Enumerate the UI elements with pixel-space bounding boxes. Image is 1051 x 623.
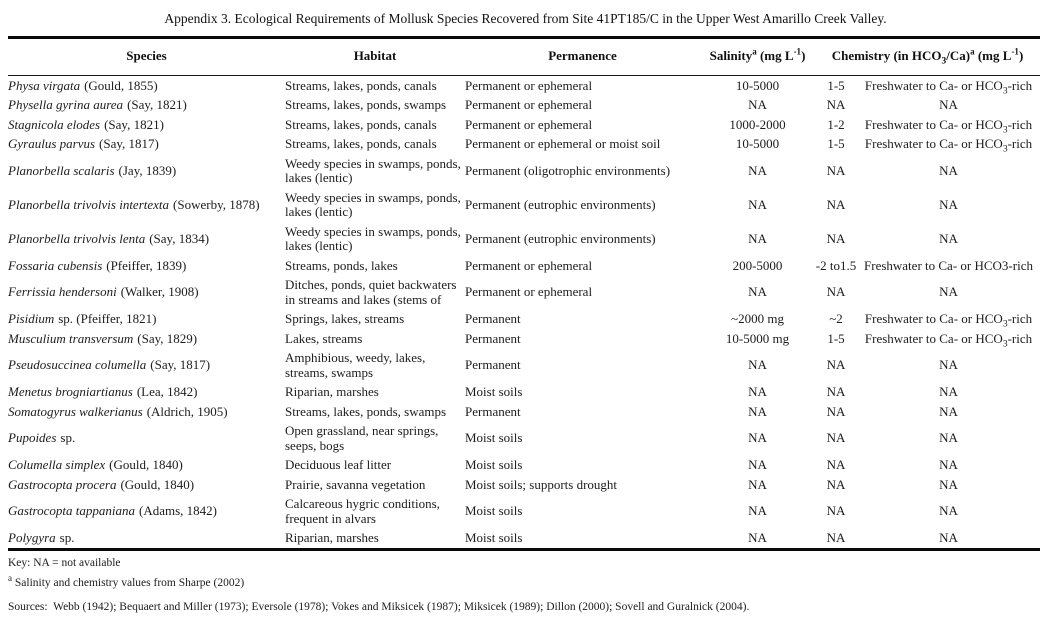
habitat-cell: Riparian, marshes: [285, 530, 379, 545]
species-name: Stagnicola elodes: [8, 116, 101, 132]
salinity-cell: 10-5000: [735, 77, 780, 93]
table-row: [8, 256, 1040, 276]
ecology-table: [8, 36, 1040, 551]
chemistry-description-cell: NA: [939, 384, 958, 399]
chemistry-description-cell: Freshwater to Ca- or $HCO_3$-rich: [864, 116, 1033, 136]
table-row: [8, 276, 1040, 310]
chemistry-value-cell: NA: [826, 196, 846, 212]
species-cell: [8, 529, 285, 550]
salinity-cell: NA: [748, 230, 767, 246]
species-authority: (Say, 1817): [150, 357, 211, 373]
header-row: [8, 38, 1040, 76]
species-cell: [8, 329, 285, 349]
header-species: Species: [8, 38, 285, 76]
permanence-cell: Moist soils: [465, 457, 523, 472]
footnote-key: Key: NA = not available: [8, 557, 121, 569]
species-name: Musculium transversum: [8, 330, 134, 346]
chemistry-value-cell: NA: [826, 403, 846, 419]
salinity-cell: ~2000 mg: [731, 311, 784, 326]
salinity-cell: 1000-2000: [729, 116, 786, 132]
permanence-cell: Permanent: [465, 357, 521, 373]
chemistry-value-cell: NA: [826, 384, 846, 399]
chemistry-description-cell: NA: [939, 284, 958, 300]
table-row: [8, 188, 1040, 222]
species-name: Pupoides: [8, 430, 57, 446]
header-permanence: Permanence: [465, 38, 700, 76]
chemistry-description-cell: NA: [939, 357, 958, 373]
footnote-text: Salinity and chemistry values from Sharpe (2002): [12, 577, 245, 589]
species-cell: [8, 154, 285, 188]
species-cell: [8, 310, 285, 330]
chemistry-value-cell: 1-5: [827, 330, 845, 346]
chemistry-value-cell: NA: [826, 162, 846, 178]
habitat-cell: Riparian, marshes: [285, 384, 379, 399]
chemistry-description-cell: NA: [939, 230, 958, 246]
chemistry-value-cell: NA: [826, 503, 846, 519]
chemistry-value-cell: NA: [826, 457, 846, 472]
chemistry-description-cell: Freshwater to Ca- or $HCO_3$-rich: [864, 77, 1033, 97]
species-cell: [8, 383, 285, 403]
species-cell: [8, 276, 285, 310]
habitat-cell: Streams, lakes, ponds, canals: [285, 136, 437, 151]
species-name: Gyraulus parvus: [8, 136, 96, 151]
species-name: Planorbella scalaris: [8, 162, 115, 178]
footnote-sources: Sources: Webb (1942); Bequaert and Miller (1973); Eversole (1978); Vokes and Miksicek (1987); Miksicek (1989); Dillon (2000); Sovell and Guralnick (2004).: [8, 601, 750, 613]
table-row: [8, 329, 1040, 349]
permanence-cell: Permanent or ephemeral: [465, 257, 593, 273]
salinity-cell: NA: [748, 476, 767, 492]
species-authority: (Walker, 1908): [120, 284, 199, 300]
table-row: [8, 383, 1040, 403]
species-cell: [8, 76, 285, 96]
species-name: Polygyra: [8, 530, 56, 545]
species-authority: sp.: [59, 530, 75, 545]
species-authority: (Gould, 1840): [109, 457, 183, 472]
habitat-cell: Streams, lakes, ponds, swamps: [285, 403, 447, 419]
species-name: Physella gyrina aurea: [8, 97, 124, 112]
salinity-cell: NA: [748, 97, 767, 112]
habitat-cell: Open grassland, near springs, seeps, bogs: [285, 423, 439, 453]
permanence-cell: Permanent: [465, 403, 521, 419]
chemistry-value-cell: ~2: [829, 311, 843, 326]
species-cell: [8, 456, 285, 476]
habitat-cell: Streams, lakes, ponds, canals: [285, 116, 437, 132]
permanence-cell: Moist soils; supports drought: [465, 476, 618, 492]
habitat-cell: Weedy species in swamps, ponds, lakes (lentic): [285, 155, 461, 185]
species-cell: [8, 422, 285, 456]
header-salinity: Salinity$^a$ (mg $L^{-1}$): [700, 38, 815, 76]
chemistry-description-cell: NA: [939, 196, 958, 212]
salinity-cell: NA: [748, 384, 767, 399]
species-cell: [8, 188, 285, 222]
permanence-cell: Permanent or ephemeral: [465, 77, 593, 93]
species-authority: (Say, 1817): [99, 136, 159, 151]
header-habitat: Habitat: [285, 38, 465, 76]
table-header: [8, 38, 1040, 76]
species-cell: [8, 115, 285, 135]
species-name: Planorbella trivolvis intertexta: [8, 196, 170, 212]
species-authority: (Pfeiffer, 1839): [106, 257, 187, 273]
chemistry-description-cell: NA: [939, 430, 958, 446]
species-cell: [8, 256, 285, 276]
salinity-cell: NA: [748, 503, 767, 519]
permanence-cell: Moist soils: [465, 530, 523, 545]
species-authority: sp. (Pfeiffer, 1821): [58, 311, 157, 326]
chemistry-description-cell: Freshwater to Ca- or $HCO_3$-rich: [864, 330, 1033, 350]
habitat-cell: Prairie, savanna vegetation: [285, 476, 426, 492]
chemistry-description-cell: NA: [939, 97, 958, 112]
permanence-cell: Moist soils: [465, 384, 523, 399]
permanence-cell: Moist soils: [465, 430, 523, 446]
chemistry-value-cell: 1-2: [827, 116, 845, 132]
species-name: Fossaria cubensis: [8, 257, 103, 273]
habitat-cell: Lakes, streams: [285, 330, 363, 346]
permanence-cell: Permanent (eutrophic environments): [465, 230, 656, 246]
permanence-cell: Permanent or ephemeral or moist soil: [465, 136, 661, 151]
table-row: [8, 222, 1040, 256]
species-name: Pseudosuccinea columella: [8, 357, 147, 373]
chemistry-description-cell: NA: [939, 403, 958, 419]
habitat-cell: Calcareous hygric conditions, frequent in alvars: [285, 496, 440, 526]
habitat-cell: Amphibious, weedy, lakes, streams, swamps: [285, 350, 426, 380]
header-chemistry: Chemistry (in $HCO_3/Ca)^a$ (mg $L^{-1}$): [815, 38, 1040, 76]
species-authority: (Aldrich, 1905): [146, 403, 228, 419]
species-cell: [8, 402, 285, 422]
species-authority: (Lea, 1842): [136, 384, 198, 399]
permanence-cell: Permanent or ephemeral: [465, 284, 593, 300]
document-page: [0, 11, 1051, 623]
permanence-cell: Permanent: [465, 311, 521, 326]
species-name: Gastrocopta procera: [8, 476, 117, 492]
table-row: [8, 96, 1040, 116]
chemistry-value-cell: NA: [826, 476, 846, 492]
salinity-cell: NA: [748, 457, 767, 472]
chemistry-description-cell: NA: [939, 530, 958, 545]
species-name: Planorbella trivolvis lenta: [8, 230, 146, 246]
species-authority: (Jay, 1839): [118, 162, 177, 178]
species-name: Ferrissia hendersoni: [8, 284, 117, 300]
table-body: [8, 76, 1040, 550]
chemistry-value-cell: NA: [826, 230, 846, 246]
habitat-cell: Deciduous leaf litter: [285, 457, 392, 472]
species-name: Columella simplex: [8, 457, 106, 472]
habitat-cell: Streams, lakes, ponds, canals: [285, 77, 437, 93]
table-row: [8, 529, 1040, 550]
permanence-cell: Permanent: [465, 330, 521, 346]
habitat-cell: Ditches, ponds, quiet backwaters in streams and lakes (stems of: [285, 277, 457, 307]
species-authority: (Say, 1829): [137, 330, 198, 346]
chemistry-description-cell: NA: [939, 503, 958, 519]
table-row: [8, 495, 1040, 529]
table-row: [8, 76, 1040, 96]
permanence-cell: Permanent (oligotrophic environments): [465, 162, 671, 178]
chemistry-description-cell: Freshwater to Ca- or $HCO_3$-rich: [864, 311, 1033, 330]
salinity-cell: 200-5000: [732, 257, 783, 273]
species-cell: [8, 222, 285, 256]
species-authority: (Say, 1821): [104, 116, 164, 132]
table-row: [8, 154, 1040, 188]
chemistry-value-cell: NA: [826, 530, 846, 545]
page-title: Appendix 3. Ecological Requirements of Mollusk Species Recovered from Site 41PT185/C in the Upper West Amarillo Creek Valley.: [164, 11, 887, 26]
salinity-cell: NA: [748, 162, 767, 178]
species-authority: (Gould, 1840): [120, 476, 195, 492]
chemistry-value-cell: NA: [826, 97, 846, 112]
footnote-salinity-source: [8, 573, 1051, 590]
species-authority: (Say, 1821): [127, 97, 187, 112]
species-cell: [8, 96, 285, 116]
permanence-cell: Permanent or ephemeral: [465, 97, 593, 112]
species-authority: (Say, 1834): [149, 230, 210, 246]
salinity-cell: 10-5000: [735, 136, 780, 151]
species-authority: (Gould, 1855): [84, 77, 158, 93]
permanence-cell: Permanent or ephemeral: [465, 116, 593, 132]
habitat-cell: Weedy species in swamps, ponds, lakes (lentic): [285, 223, 461, 253]
chemistry-value-cell: NA: [826, 357, 846, 373]
chemistry-description-cell: NA: [939, 476, 958, 492]
species-cell: [8, 349, 285, 383]
salinity-cell: NA: [748, 403, 767, 419]
chemistry-value-cell: NA: [826, 284, 846, 300]
footnote-marker: a: [8, 573, 12, 584]
species-authority: (Adams, 1842): [139, 503, 217, 519]
table-row: [8, 349, 1040, 383]
salinity-cell: NA: [748, 196, 767, 212]
salinity-cell: NA: [748, 430, 767, 446]
table-row: [8, 135, 1040, 155]
chemistry-description-cell: NA: [939, 457, 958, 472]
habitat-cell: Streams, lakes, ponds, swamps: [285, 97, 447, 112]
permanence-cell: Permanent (eutrophic environments): [465, 196, 656, 212]
habitat-cell: Weedy species in swamps, ponds, lakes (lentic): [285, 189, 461, 219]
species-authority: sp.: [60, 430, 76, 446]
table-row: [8, 422, 1040, 456]
footnotes: [8, 557, 1051, 614]
species-name: Physa virgata: [8, 77, 81, 93]
salinity-cell: 10-5000 mg: [725, 330, 790, 346]
table-row: [8, 456, 1040, 476]
chemistry-value-cell: -2 to1.5: [815, 257, 857, 273]
chemistry-description-cell: NA: [939, 162, 958, 178]
species-cell: [8, 135, 285, 155]
chemistry-value-cell: 1-5: [827, 136, 845, 151]
chemistry-value-cell: 1-5: [827, 77, 845, 93]
species-name: Gastrocopta tappaniana: [8, 503, 135, 519]
species-cell: [8, 475, 285, 495]
salinity-cell: NA: [748, 357, 767, 373]
habitat-cell: Streams, ponds, lakes: [285, 257, 398, 273]
chemistry-description-cell: Freshwater to Ca- or HCO3-rich: [864, 257, 1033, 273]
habitat-cell: Springs, lakes, streams: [285, 311, 405, 326]
species-name: Menetus brogniartianus: [8, 384, 133, 399]
table-row: [8, 475, 1040, 495]
salinity-cell: NA: [748, 530, 767, 545]
table-row: [8, 402, 1040, 422]
table-row: [8, 115, 1040, 135]
permanence-cell: Moist soils: [465, 503, 523, 519]
species-authority: (Sowerby, 1878): [173, 196, 260, 212]
salinity-cell: NA: [748, 284, 767, 300]
chemistry-description-cell: Freshwater to Ca- or $HCO_3$-rich: [864, 136, 1033, 155]
chemistry-value-cell: NA: [826, 430, 846, 446]
species-name: Somatogyrus walkerianus: [8, 403, 143, 419]
species-cell: [8, 495, 285, 529]
table-row: [8, 310, 1040, 330]
species-name: Pisidium: [8, 311, 55, 326]
